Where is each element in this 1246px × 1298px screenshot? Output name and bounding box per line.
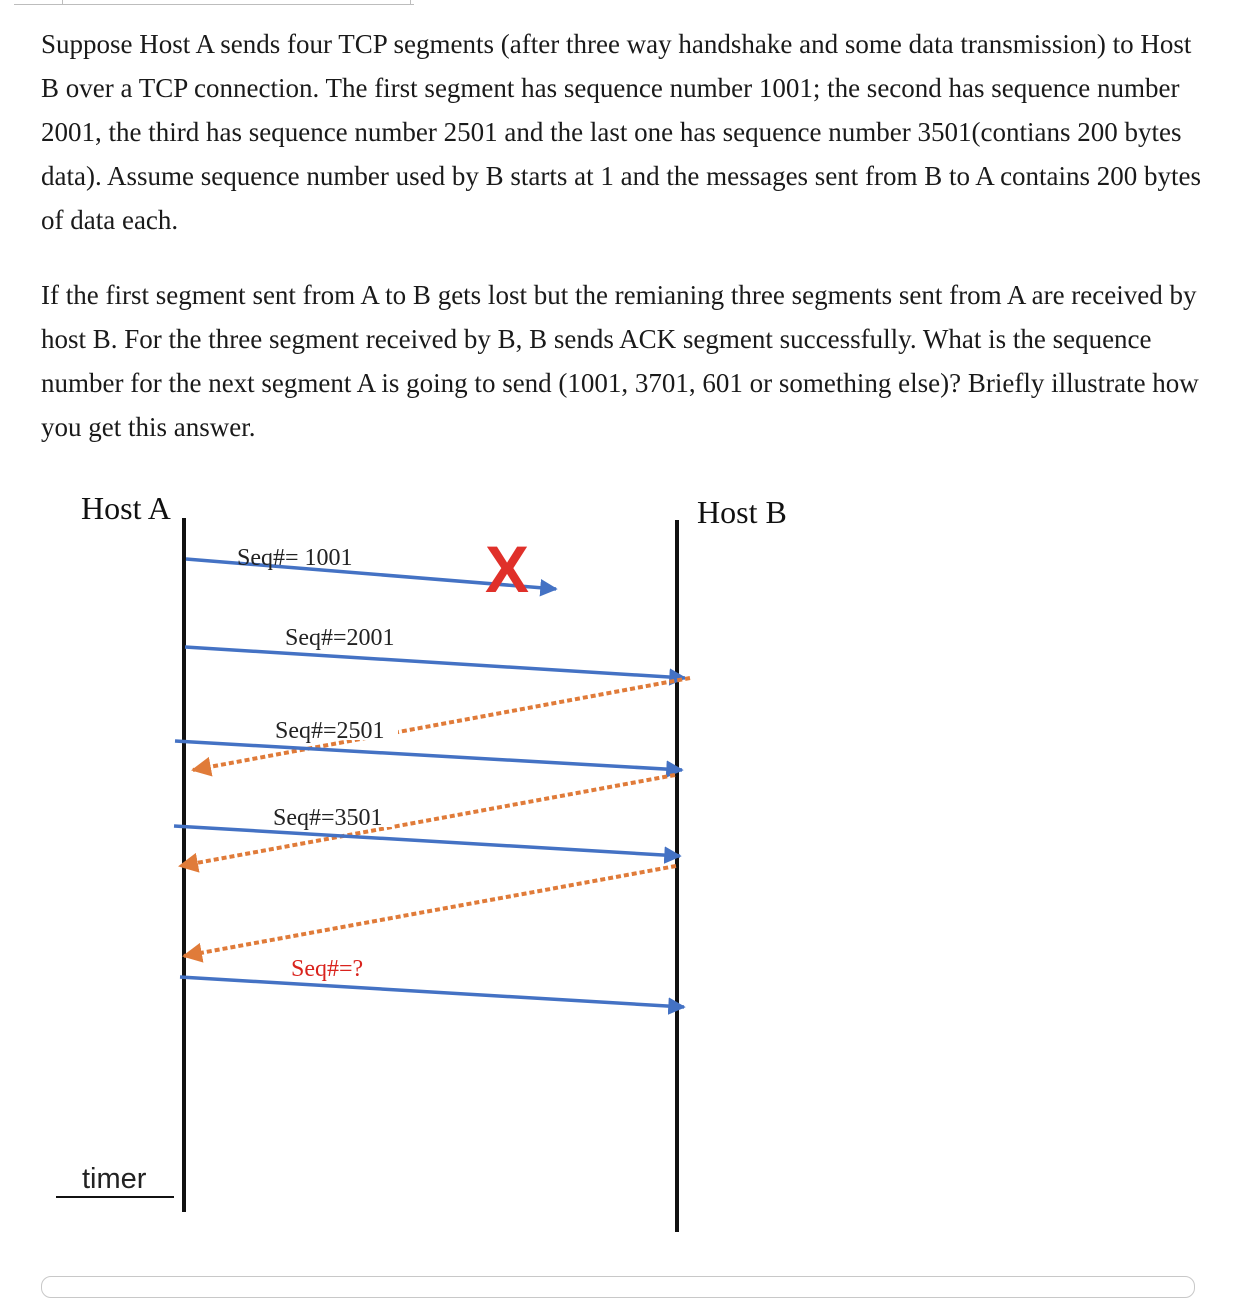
next-segment-label: Seq#=? — [291, 956, 364, 982]
segment-4-arrow — [174, 826, 680, 856]
timer-label: timer — [82, 1163, 147, 1195]
question-text — [41, 22, 1211, 449]
lost-x-icon: X — [485, 532, 530, 606]
host-a-label: Host A — [81, 490, 171, 526]
tab-divider — [62, 0, 63, 4]
segment-4-label: Seq#=3501 — [273, 805, 383, 831]
tab-divider — [410, 0, 411, 4]
segment-1-label: Seq#= 1001 — [237, 545, 353, 571]
next-segment-arrow — [180, 977, 684, 1007]
question-paragraph-2: If the first segment sent from A to B gets lost but the remianing three segments sent from A are received by host B. For the three segment received by B, B sends ACK segment successfully. What is the sequence number for the next segment A is going to send (1001, 3701, 601 or something else)? Briefly illustrate how you get this answer. — [41, 280, 1199, 442]
top-tab-bar — [14, 0, 414, 5]
ack-3-arrow — [184, 866, 676, 956]
answer-box[interactable] — [41, 1276, 1195, 1298]
tcp-sequence-diagram — [0, 470, 1246, 1250]
host-b-label: Host B — [697, 494, 787, 530]
segment-2-label: Seq#=2001 — [285, 625, 395, 651]
segment-2-arrow — [185, 647, 685, 678]
question-paragraph-1: Suppose Host A sends four TCP segments (after three way handshake and some data transmission) to Host B over a TCP connection. The first segment has sequence number 1001; the second has sequence number 2001, the third has sequence number 2501 and the last one has sequence number 3501(contians 200 bytes data). Assume sequence number used by B starts at 1 and the messages sent from B to A contains 200 bytes of data each. — [41, 29, 1202, 235]
segment-3-label: Seq#=2501 — [275, 718, 385, 744]
segment-3-arrow — [175, 741, 682, 770]
